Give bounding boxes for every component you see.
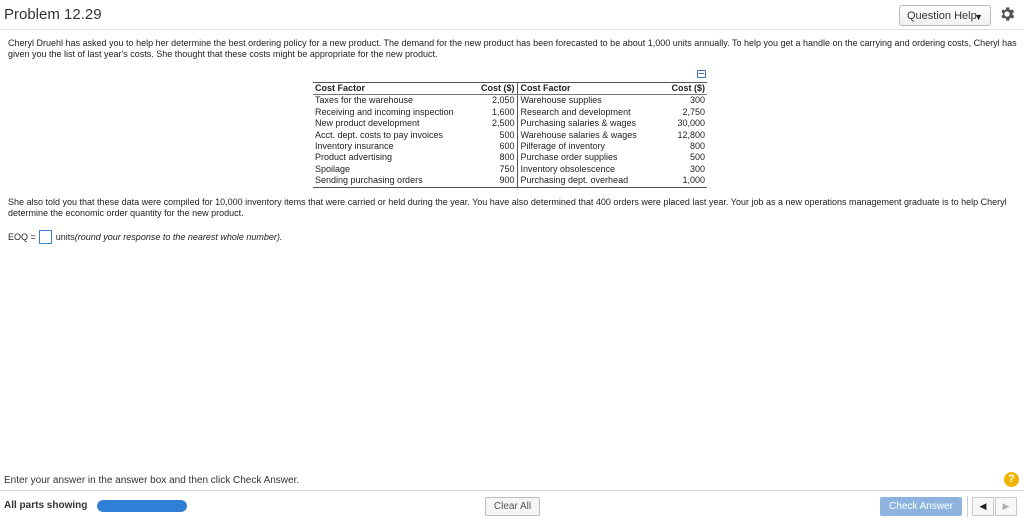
column-header: Cost ($) bbox=[465, 83, 517, 95]
cost-value-cell: 500 bbox=[465, 130, 517, 141]
cost-factor-cell: New product development bbox=[315, 118, 420, 129]
gear-icon[interactable] bbox=[998, 5, 1016, 23]
instruction-text: Enter your answer in the answer box and then click Check Answer. bbox=[4, 475, 300, 486]
cost-factor-cell: Product advertising bbox=[315, 152, 393, 163]
cost-factor-cell: Pilferage of inventory bbox=[520, 141, 606, 152]
header-bar bbox=[0, 0, 1024, 30]
next-button[interactable]: ▶ bbox=[995, 497, 1017, 516]
cost-value-cell: 30,000 bbox=[677, 118, 705, 129]
cost-factor-cell: Receiving and incoming inspection bbox=[315, 106, 454, 117]
column-header: Cost Factor bbox=[313, 83, 465, 95]
cost-factor-cell: Purchase order supplies bbox=[520, 152, 618, 163]
table-header-row bbox=[313, 83, 707, 95]
footer-bar bbox=[0, 490, 1024, 521]
problem-followup-text: She also told you that these data were compiled for 10,000 inventory items that were carried or held during the year. You have also determined that 400 orders were placed last year. Your job as a new operations management graduate is to help Cheryl determine the economic order quantity for the new product. bbox=[8, 197, 1007, 218]
cost-value-cell: 800 bbox=[689, 141, 705, 152]
parts-progress-bar bbox=[97, 500, 187, 512]
cost-factor-cell: Inventory insurance bbox=[315, 141, 394, 152]
table-row bbox=[313, 141, 707, 152]
cost-value-cell: 2,500 bbox=[465, 118, 517, 129]
problem-intro-text: Cheryl Druehl has asked you to help her determine the best ordering policy for a new product. The demand for the new product has been forecasted to be about 1,000 units annually. To help you get a handle on the carrying and ordering costs, Cheryl has given you the list of last year's costs. She thought that these costs might be appropriate for the new product. bbox=[8, 38, 1017, 59]
eoq-units-label: units bbox=[55, 232, 75, 242]
cost-factor-cell: Taxes for the warehouse bbox=[315, 95, 414, 106]
table-row bbox=[313, 130, 707, 141]
help-circle-icon[interactable]: ? bbox=[1004, 472, 1019, 487]
question-help-dropdown[interactable] bbox=[899, 5, 991, 26]
cost-factor-cell: Inventory obsolescence bbox=[520, 163, 616, 174]
cost-factor-cell: Acct. dept. costs to pay invoices bbox=[315, 129, 444, 140]
cost-table bbox=[313, 82, 707, 188]
cost-factor-cell: Warehouse supplies bbox=[520, 95, 602, 106]
table-row bbox=[313, 152, 707, 163]
previous-button[interactable]: ◀ bbox=[972, 497, 994, 516]
cost-value-cell: 1,000 bbox=[682, 175, 705, 186]
parts-label: All parts showing bbox=[4, 500, 88, 511]
eoq-hint: (round your response to the nearest whole number). bbox=[74, 232, 283, 242]
page-title: Problem 12.29 bbox=[4, 6, 102, 23]
table-row bbox=[313, 118, 707, 129]
cost-factor-cell: Spoilage bbox=[315, 163, 351, 174]
document-icon[interactable] bbox=[697, 70, 706, 78]
caret-down-icon: ▼ bbox=[974, 12, 983, 22]
divider bbox=[967, 496, 968, 517]
check-answer-button[interactable]: Check Answer bbox=[880, 497, 962, 516]
cost-factor-cell: Research and development bbox=[520, 106, 631, 117]
cost-value-cell: 12,800 bbox=[677, 129, 705, 140]
cost-value-cell: 1,600 bbox=[465, 107, 517, 118]
table-row bbox=[313, 164, 707, 175]
cost-value-cell: 2,050 bbox=[465, 95, 517, 107]
column-header: Cost ($) bbox=[657, 83, 707, 95]
question-help-label: Question Help bbox=[907, 9, 977, 22]
cost-value-cell: 300 bbox=[689, 163, 705, 174]
cost-value-cell: 600 bbox=[465, 141, 517, 152]
cost-value-cell: 800 bbox=[465, 152, 517, 163]
eoq-answer-input[interactable] bbox=[39, 230, 52, 244]
cost-value-cell: 750 bbox=[465, 164, 517, 175]
table-row bbox=[313, 175, 707, 187]
cost-factor-cell: Warehouse salaries & wages bbox=[520, 129, 637, 140]
clear-all-button[interactable]: Clear All bbox=[485, 497, 540, 516]
cost-factor-cell: Sending purchasing orders bbox=[315, 175, 423, 186]
cost-factor-cell: Purchasing dept. overhead bbox=[520, 175, 629, 186]
table-row bbox=[313, 95, 707, 107]
table-row bbox=[313, 107, 707, 118]
cost-value-cell: 300 bbox=[689, 95, 705, 106]
eoq-label: EOQ = bbox=[8, 232, 36, 242]
column-header: Cost Factor bbox=[517, 83, 657, 95]
progress-fill bbox=[97, 500, 187, 512]
cost-value-cell: 500 bbox=[689, 152, 705, 163]
cost-value-cell: 900 bbox=[465, 175, 517, 187]
cost-factor-cell: Purchasing salaries & wages bbox=[520, 118, 637, 129]
eoq-answer-row bbox=[8, 230, 282, 244]
cost-value-cell: 2,750 bbox=[682, 106, 705, 117]
